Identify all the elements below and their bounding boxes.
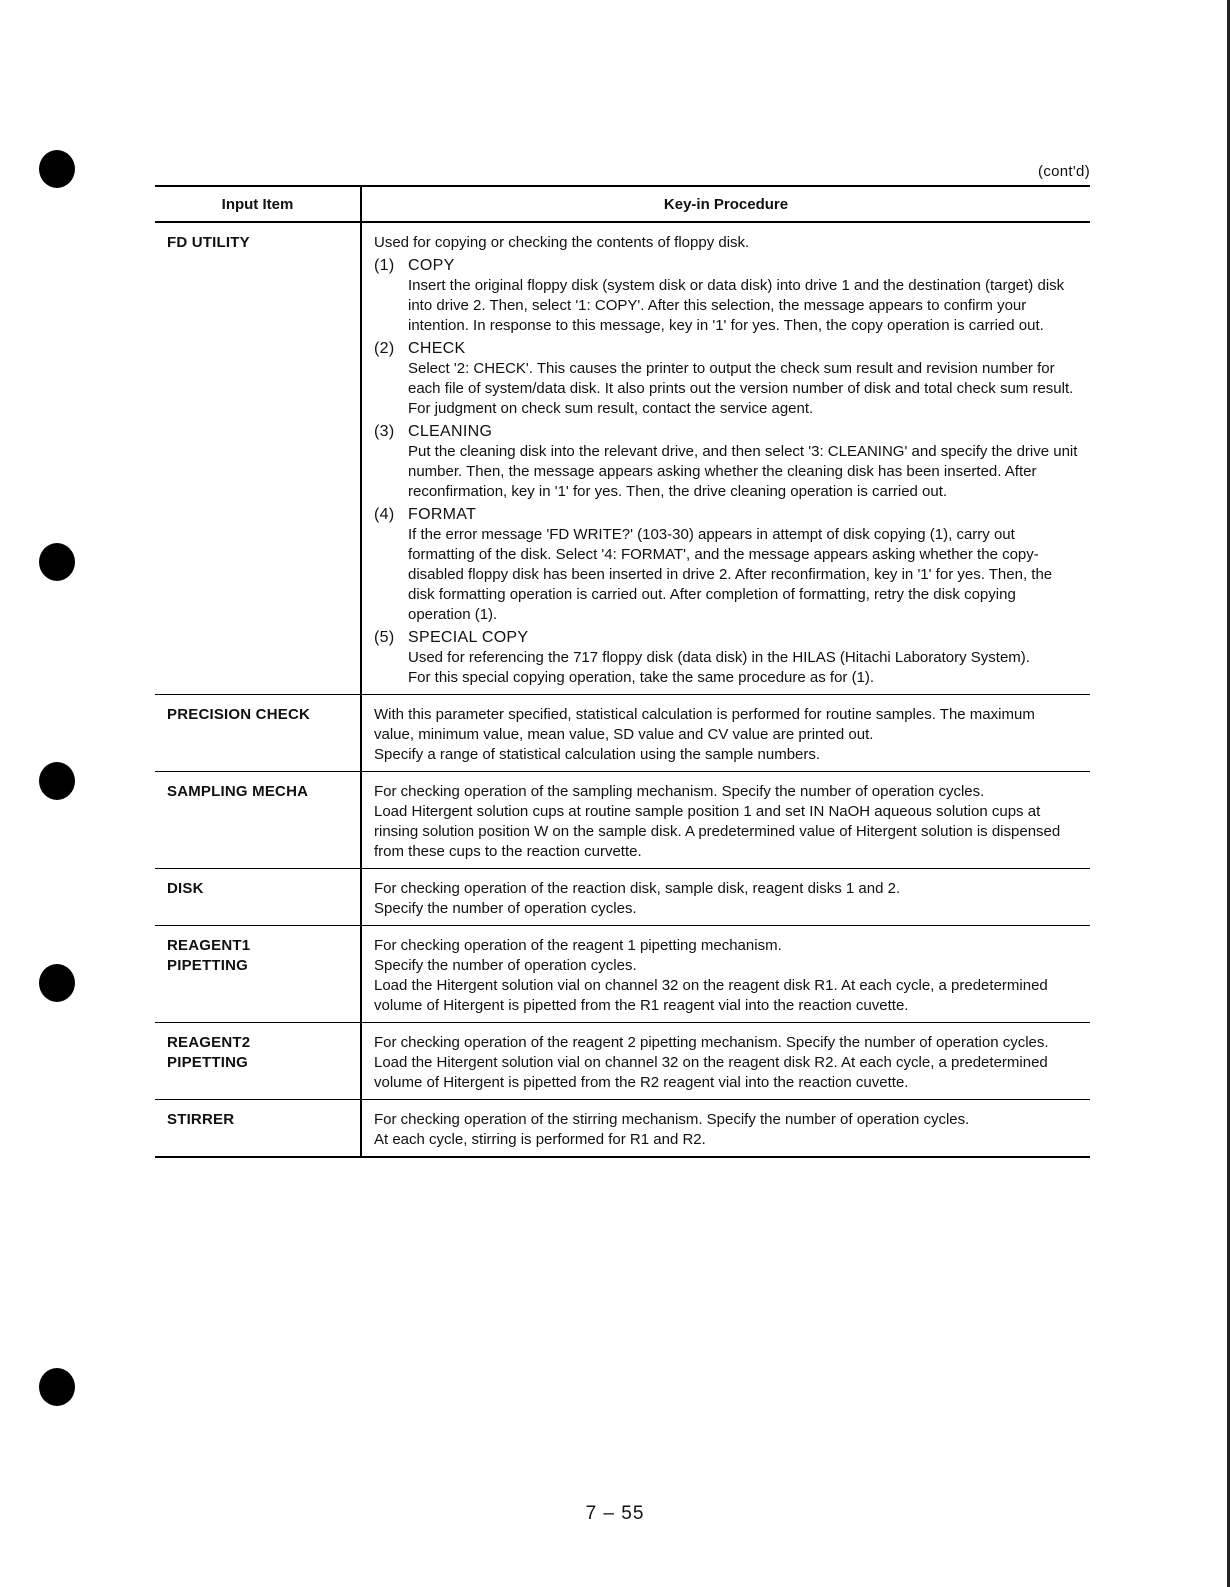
column-header-key-in-procedure: Key-in Procedure (361, 186, 1090, 222)
procedure-precision-check (361, 695, 1090, 772)
punch-hole-2 (39, 543, 75, 581)
sub-num: (1) (374, 257, 395, 274)
sub-item-check (374, 339, 1078, 419)
sub-body: Select '2: CHECK'. This causes the printer to output the check sum result and revision number for each file of system/data disk. It also prints out the version number of disk and total check sum result. For judgment on check sum result, contact the service agent. (408, 360, 1074, 417)
procedure-text: For checking operation of the sampling mechanism. Specify the number of operation cycles. (374, 783, 985, 800)
procedure-fd-utility (361, 222, 1090, 695)
item-sampling-mecha: SAMPLING MECHA (155, 772, 361, 869)
sub-body: If the error message 'FD WRITE?' (103-30) appears in attempt of disk copying (1), carry out formatting of the disk. Select '4: FORMAT', and the message appears asking whether the copy-disabled floppy disk has been inserted in drive 2. After reconfirmation, key in '1' for yes. Then, the disk formatting operation is carried out. After completion of formatting, retry the disk copying operation (1). (408, 526, 1053, 623)
item-line: REAGENT2 (167, 1034, 251, 1051)
procedure-reagent1-pipetting (361, 926, 1090, 1023)
item-line: REAGENT1 (167, 937, 251, 954)
sub-num: (4) (374, 506, 395, 523)
item-disk: DISK (155, 869, 361, 926)
procedure-text: Specify the number of operation cycles. (374, 900, 637, 917)
sub-body: Put the cleaning disk into the relevant drive, and then select '3: CLEANING' and specify the drive unit number. Then, the message appears asking whether the cleaning disk has been inserted. After reconfirmation, key in '1' for yes. Then, the drive cleaning operation is carried out. (408, 443, 1078, 500)
table-row-precision-check (155, 695, 1090, 772)
sub-body-2: For this special copying operation, take the same procedure as for (1). (408, 669, 875, 686)
item-reagent2-pipetting (155, 1023, 361, 1100)
procedure-reagent2-pipetting (361, 1023, 1090, 1100)
procedure-text: Load Hitergent solution cups at routine sample position 1 and set IN NaOH aqueous solution cups at rinsing solution position W on the sample disk. A predetermined value of Hitergent solution is dispensed from these cups to the reaction curvette. (374, 803, 1061, 860)
table-row-disk (155, 869, 1090, 926)
procedure-sampling-mecha (361, 772, 1090, 869)
sub-num: (5) (374, 629, 395, 646)
procedure-text: Specify a range of statistical calculation using the sample numbers. (374, 746, 821, 763)
item-precision-check: PRECISION CHECK (155, 695, 361, 772)
sub-num: (2) (374, 340, 395, 357)
item-stirrer: STIRRER (155, 1100, 361, 1158)
page-number: 7 – 55 (585, 1503, 645, 1524)
table-row-reagent1-pipetting (155, 926, 1090, 1023)
procedure-text: For checking operation of the reagent 2 pipetting mechanism. Specify the number of operation cycles. Load the Hitergent solution vial on channel 32 on the reagent disk R2. At each cycle, a predetermined volume of Hitergent is pipetted from the R2 reagent vial into the reaction cuvette. (374, 1034, 1049, 1091)
procedure-stirrer (361, 1100, 1090, 1158)
sub-body: Insert the original floppy disk (system disk or data disk) into drive 1 and the destination (target) disk into drive 2. Then, select '1: COPY'. After this selection, the message appears to confirm your intention. In response to this message, key in '1' for yes. Then, the copy operation is carried out. (408, 277, 1065, 334)
sub-item-copy (374, 256, 1078, 336)
sub-title: SPECIAL COPY (408, 629, 529, 646)
continued-label: (cont'd) (1038, 163, 1090, 180)
sub-title: CLEANING (408, 423, 493, 440)
item-line: PIPETTING (167, 1054, 248, 1071)
table-row-reagent2-pipetting (155, 1023, 1090, 1100)
item-line: PIPETTING (167, 957, 248, 974)
sub-title: COPY (408, 257, 455, 274)
sub-title: CHECK (408, 340, 466, 357)
sub-item-cleaning (374, 422, 1078, 502)
procedure-text: Specify the number of operation cycles. (374, 957, 637, 974)
procedure-text: For checking operation of the stirring mechanism. Specify the number of operation cycles. (374, 1111, 970, 1128)
sub-title: FORMAT (408, 506, 477, 523)
input-item-table (155, 185, 1090, 1158)
table-row-sampling-mecha (155, 772, 1090, 869)
procedure-text: With this parameter specified, statistical calculation is performed for routine samples. The maximum value, minimum value, mean value, SD value and CV value are printed out. (374, 706, 1035, 743)
sub-num: (3) (374, 423, 395, 440)
punch-hole-4 (39, 964, 75, 1002)
sub-item-special-copy (374, 628, 1078, 688)
sub-item-format (374, 505, 1078, 625)
punch-hole-1 (39, 150, 75, 188)
table-row-fd-utility (155, 222, 1090, 695)
item-fd-utility: FD UTILITY (155, 222, 361, 695)
punch-hole-5 (39, 1368, 75, 1406)
column-header-input-item: Input Item (155, 186, 361, 222)
item-reagent1-pipetting (155, 926, 361, 1023)
procedure-text: For checking operation of the reagent 1 pipetting mechanism. (374, 937, 782, 954)
sub-body: Used for referencing the 717 floppy disk (data disk) in the HILAS (Hitachi Laboratory System). (408, 649, 1030, 666)
procedure-text: At each cycle, stirring is performed for R1 and R2. (374, 1131, 706, 1148)
punch-hole-3 (39, 762, 75, 800)
fd-utility-intro: Used for copying or checking the contents of floppy disk. (374, 234, 750, 251)
table-header-row (155, 186, 1090, 222)
procedure-text: For checking operation of the reaction disk, sample disk, reagent disks 1 and 2. (374, 880, 901, 897)
procedure-text: Load the Hitergent solution vial on channel 32 on the reagent disk R1. At each cycle, a predetermined volume of Hitergent is pipetted from the R1 reagent vial into the reaction cuvette. (374, 977, 1048, 1014)
table-row-stirrer (155, 1100, 1090, 1158)
procedure-disk (361, 869, 1090, 926)
